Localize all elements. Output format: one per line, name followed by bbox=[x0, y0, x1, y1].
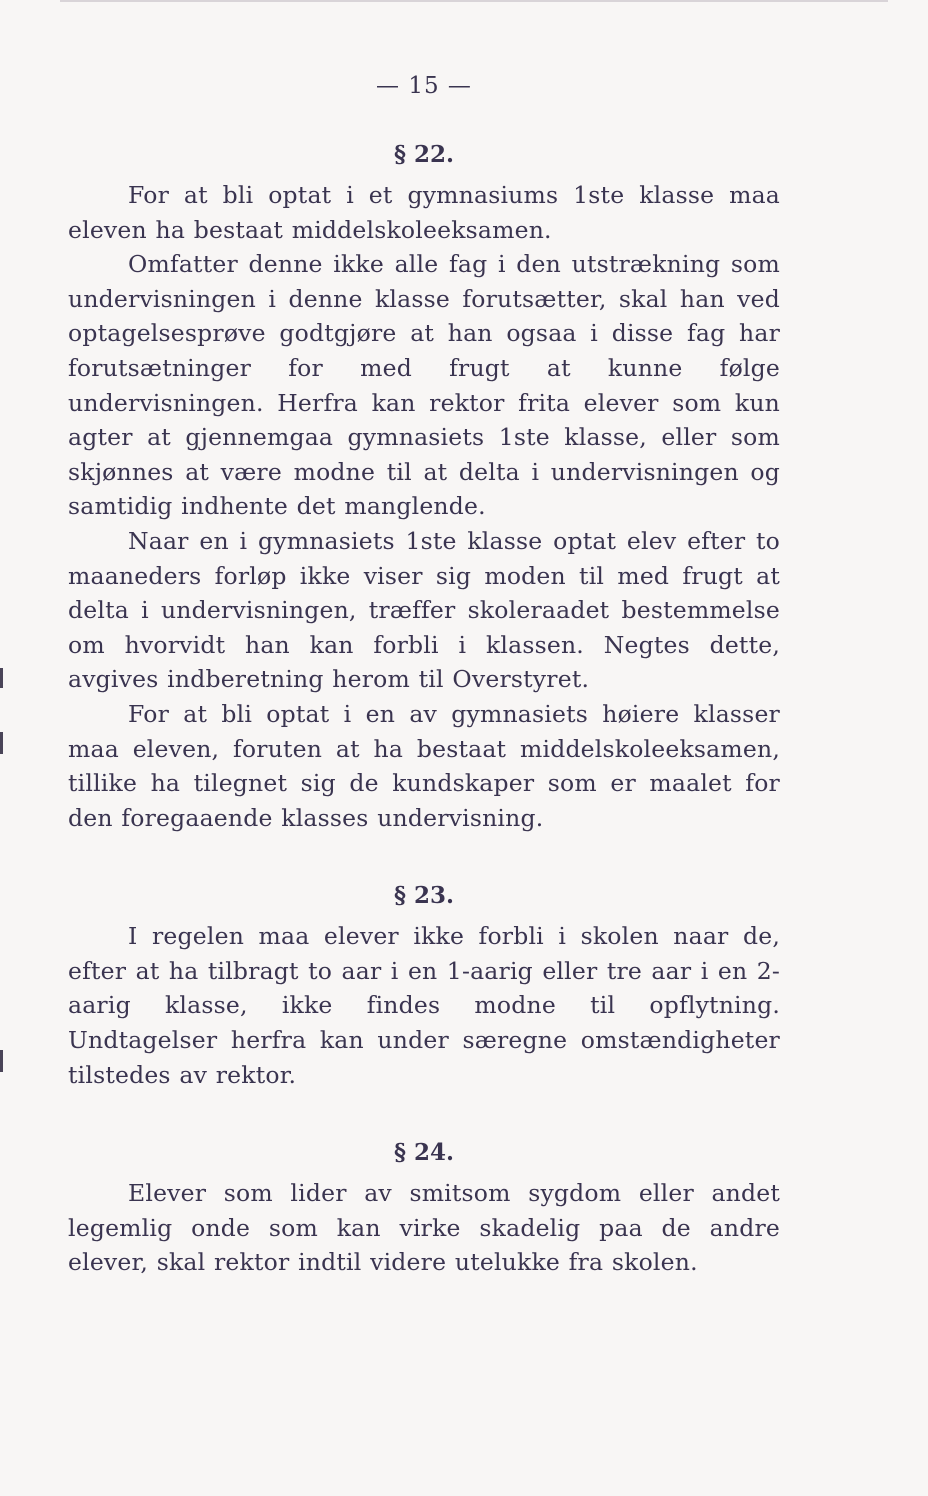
margin-mark bbox=[0, 668, 3, 688]
margin-mark bbox=[0, 732, 3, 754]
paragraph: Naar en i gymnasiets 1ste klasse optat elev efter to maaneders forløp ikke viser sig moden til med frugt at delta i undervisningen, træffer skoleraadet bestemmelse om hvorvidt han kan forbli i klassen. Negtes dette, avgives indberetning herom til Overstyret. bbox=[68, 526, 780, 694]
margin-mark bbox=[0, 1050, 3, 1072]
section-heading: § 24. bbox=[393, 1139, 455, 1167]
paragraph: I regelen maa elever ikke forbli i skolen naar de, efter at ha tilbragt to aar i en 1-aarig eller tre aar i en 2-aarig klasse, ikke findes modne til opflytning. Undtagelser herfra kan under særegne omstændigheter tilstedes av rektor. bbox=[68, 922, 780, 1089]
section-24 bbox=[68, 1136, 780, 1280]
paragraph: Omfatter denne ikke alle fag i den utstrækning som undervisningen i denne klasse forutsætter, skal han ved optagelsesprøve godtgjøre at han ogsaa i disse fag har forutsætninger for med frugt at kunne følge undervisningen. Herfra kan rektor frita elever som kun agter at gjennemgaa gymnasiets 1ste klasse, eller som skjønnes at være modne til at delta i undervisningen og samtidig indhente det manglende. bbox=[68, 250, 780, 521]
page-text bbox=[68, 70, 780, 1280]
paragraph: Elever som lider av smitsom sygdom eller andet legemlig onde som kan virke skadelig paa de andre elever, skal rektor indtil videre utelukke fra skolen. bbox=[68, 1179, 780, 1277]
section-23 bbox=[68, 879, 780, 1092]
section-heading: § 22. bbox=[393, 141, 455, 168]
paragraph: For at bli optat i et gymnasiums 1ste klasse maa eleven ha bestaat middelskoleeksamen. bbox=[68, 181, 780, 244]
page-number: — 15 — bbox=[376, 73, 472, 99]
paragraph: For at bli optat i en av gymnasiets høiere klasser maa eleven, foruten at ha bestaat middelskoleeksamen, tillike ha tilegnet sig de kundskaper som er maalet for den foregaaende klasses undervisning. bbox=[68, 699, 780, 832]
section-heading: § 23. bbox=[393, 882, 455, 910]
section-22 bbox=[68, 138, 780, 835]
page-edge bbox=[60, 0, 888, 2]
